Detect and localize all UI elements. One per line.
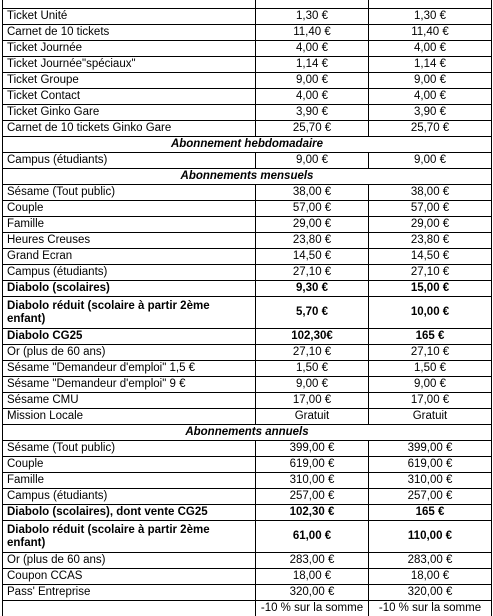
fare-price-col1: 399,00 € <box>256 441 369 457</box>
fare-price-col1: 18,00 € <box>256 569 369 585</box>
fare-price-col2: 17,00 € <box>369 393 492 409</box>
fare-label: Heures Creuses <box>3 233 256 249</box>
fare-row <box>3 473 492 489</box>
fare-price-col2: 320,00 € <box>369 585 492 601</box>
fare-price-col2: 23,80 € <box>369 233 492 249</box>
fare-row <box>3 393 492 409</box>
fare-row <box>3 521 492 553</box>
fare-label: Sésame "Demandeur d'emploi" 9 € <box>3 377 256 393</box>
fare-row <box>3 185 492 201</box>
fare-price-col2: 1,30 € <box>369 9 492 25</box>
section-header-row <box>3 169 492 185</box>
fare-row <box>3 233 492 249</box>
fare-label: Carnet de 10 tickets <box>3 25 256 41</box>
fare-label: Campus (étudiants) <box>3 153 256 169</box>
fare-price-col2: 257,00 € <box>369 489 492 505</box>
section-title: Abonnements mensuels <box>3 169 492 185</box>
fare-price-col1: 9,30 € <box>256 281 369 297</box>
fare-row <box>3 153 492 169</box>
fare-price-col2: 110,00 € <box>369 521 492 553</box>
fare-label: Ticket Contact <box>3 89 256 105</box>
fare-price-col2: 619,00 € <box>369 457 492 473</box>
fare-price-col2: 27,10 € <box>369 345 492 361</box>
fare-price-col1: 38,00 € <box>256 185 369 201</box>
fare-label: Carnet de 10 tickets Ginko Gare <box>3 121 256 137</box>
fare-price-col2: 10,00 € <box>369 297 492 329</box>
fare-label: Diabolo réduit (scolaire à partir 2ème enfant) <box>3 297 256 329</box>
fare-label: Campus (étudiants) <box>3 265 256 281</box>
fare-row <box>3 57 492 73</box>
fare-price-col2: 9,00 € <box>369 73 492 89</box>
fare-row <box>3 553 492 569</box>
fare-price-col1: -10 % sur la somme <box>256 601 369 616</box>
fare-label: Sésame (Tout public) <box>3 441 256 457</box>
fare-row <box>3 9 492 25</box>
fare-row <box>3 121 492 137</box>
fare-price-col2: 283,00 € <box>369 553 492 569</box>
fare-price-col1: 27,10 € <box>256 265 369 281</box>
fare-label: Ticket Journée <box>3 41 256 57</box>
fare-price-col1: 619,00 € <box>256 457 369 473</box>
fare-label: Diabolo réduit (scolaire à partir 2ème enfant) <box>3 521 256 553</box>
fare-price-col2: 27,10 € <box>369 265 492 281</box>
fare-price-col1: 257,00 € <box>256 489 369 505</box>
fare-price-col2: Gratuit <box>369 409 492 425</box>
fare-label: Famille <box>3 473 256 489</box>
section-title: Abonnements annuels <box>3 425 492 441</box>
fare-label: Ticket Groupe <box>3 73 256 89</box>
fare-label: Sésame "Demandeur d'emploi" 1,5 € <box>3 361 256 377</box>
fare-row <box>3 601 492 616</box>
fare-label: Or (plus de 60 ans) <box>3 553 256 569</box>
cut-header-cell <box>256 0 369 9</box>
cut-header-row <box>3 0 492 9</box>
fare-price-col1: 1,50 € <box>256 361 369 377</box>
fare-price-col2: -10 % sur la somme <box>369 601 492 616</box>
fare-price-col1: 14,50 € <box>256 249 369 265</box>
fare-price-col1: 61,00 € <box>256 521 369 553</box>
fare-price-col1: 1,30 € <box>256 9 369 25</box>
fare-price-col1: 9,00 € <box>256 377 369 393</box>
fare-price-col2: 15,00 € <box>369 281 492 297</box>
fare-row <box>3 505 492 521</box>
fare-label: Or (plus de 60 ans) <box>3 345 256 361</box>
fare-label <box>3 601 256 616</box>
fare-row <box>3 361 492 377</box>
fare-price-col1: Gratuit <box>256 409 369 425</box>
fare-row <box>3 25 492 41</box>
fare-price-col1: 11,40 € <box>256 25 369 41</box>
fare-price-col1: 5,70 € <box>256 297 369 329</box>
cut-header-cell <box>369 0 492 9</box>
fare-price-col1: 1,14 € <box>256 57 369 73</box>
fare-row <box>3 249 492 265</box>
fare-label: Famille <box>3 217 256 233</box>
fare-price-col1: 3,90 € <box>256 105 369 121</box>
fare-price-col1: 17,00 € <box>256 393 369 409</box>
fare-price-col2: 9,00 € <box>369 377 492 393</box>
fare-label: Ticket Unité <box>3 9 256 25</box>
fare-row <box>3 73 492 89</box>
fare-price-col1: 320,00 € <box>256 585 369 601</box>
fare-price-col2: 38,00 € <box>369 185 492 201</box>
fare-price-col2: 165 € <box>369 329 492 345</box>
fare-row <box>3 41 492 57</box>
fare-row <box>3 441 492 457</box>
fare-label: Ticket Journée"spéciaux" <box>3 57 256 73</box>
fare-label: Ticket Ginko Gare <box>3 105 256 121</box>
fare-price-col2: 4,00 € <box>369 89 492 105</box>
fare-label: Diabolo CG25 <box>3 329 256 345</box>
fare-price-col2: 4,00 € <box>369 41 492 57</box>
fare-price-col1: 29,00 € <box>256 217 369 233</box>
fare-price-col1: 27,10 € <box>256 345 369 361</box>
fare-price-col1: 57,00 € <box>256 201 369 217</box>
fare-row <box>3 201 492 217</box>
fare-label: Sésame CMU <box>3 393 256 409</box>
fare-row <box>3 217 492 233</box>
fare-price-col2: 310,00 € <box>369 473 492 489</box>
fare-label: Coupon CCAS <box>3 569 256 585</box>
fare-label: Sésame (Tout public) <box>3 185 256 201</box>
fare-row <box>3 329 492 345</box>
fare-price-col1: 102,30 € <box>256 505 369 521</box>
fare-price-col2: 9,00 € <box>369 153 492 169</box>
fare-price-col2: 18,00 € <box>369 569 492 585</box>
fare-price-col1: 102,30€ <box>256 329 369 345</box>
fare-price-col2: 165 € <box>369 505 492 521</box>
fare-label: Couple <box>3 457 256 473</box>
fare-price-col2: 11,40 € <box>369 25 492 41</box>
fare-price-col2: 1,14 € <box>369 57 492 73</box>
cut-header-cell <box>3 0 256 9</box>
fare-label: Mission Locale <box>3 409 256 425</box>
fare-row <box>3 297 492 329</box>
section-header-row <box>3 137 492 153</box>
fare-price-col2: 29,00 € <box>369 217 492 233</box>
fare-row <box>3 569 492 585</box>
fare-price-col2: 1,50 € <box>369 361 492 377</box>
fare-price-col1: 4,00 € <box>256 41 369 57</box>
fare-label: Campus (étudiants) <box>3 489 256 505</box>
section-header-row <box>3 425 492 441</box>
fare-row <box>3 585 492 601</box>
fare-price-col2: 25,70 € <box>369 121 492 137</box>
fare-label: Diabolo (scolaires) <box>3 281 256 297</box>
section-title: Abonnement hebdomadaire <box>3 137 492 153</box>
fare-price-col2: 399,00 € <box>369 441 492 457</box>
fare-row <box>3 89 492 105</box>
fare-price-col1: 9,00 € <box>256 73 369 89</box>
fare-label: Couple <box>3 201 256 217</box>
fare-price-col1: 283,00 € <box>256 553 369 569</box>
fare-price-col1: 25,70 € <box>256 121 369 137</box>
fare-table <box>2 0 492 616</box>
fare-price-col1: 9,00 € <box>256 153 369 169</box>
fare-row <box>3 265 492 281</box>
fare-row <box>3 377 492 393</box>
fare-row <box>3 457 492 473</box>
fare-row <box>3 489 492 505</box>
fare-row <box>3 409 492 425</box>
fare-table-body <box>3 0 492 616</box>
fare-label: Pass' Entreprise <box>3 585 256 601</box>
fare-label: Grand Ecran <box>3 249 256 265</box>
fare-price-col2: 3,90 € <box>369 105 492 121</box>
fare-price-col2: 57,00 € <box>369 201 492 217</box>
fare-price-col1: 4,00 € <box>256 89 369 105</box>
fare-price-col1: 23,80 € <box>256 233 369 249</box>
fare-row <box>3 345 492 361</box>
fare-price-col1: 310,00 € <box>256 473 369 489</box>
fare-row <box>3 105 492 121</box>
fare-row <box>3 281 492 297</box>
fare-price-col2: 14,50 € <box>369 249 492 265</box>
fare-label: Diabolo (scolaires), dont vente CG25 <box>3 505 256 521</box>
